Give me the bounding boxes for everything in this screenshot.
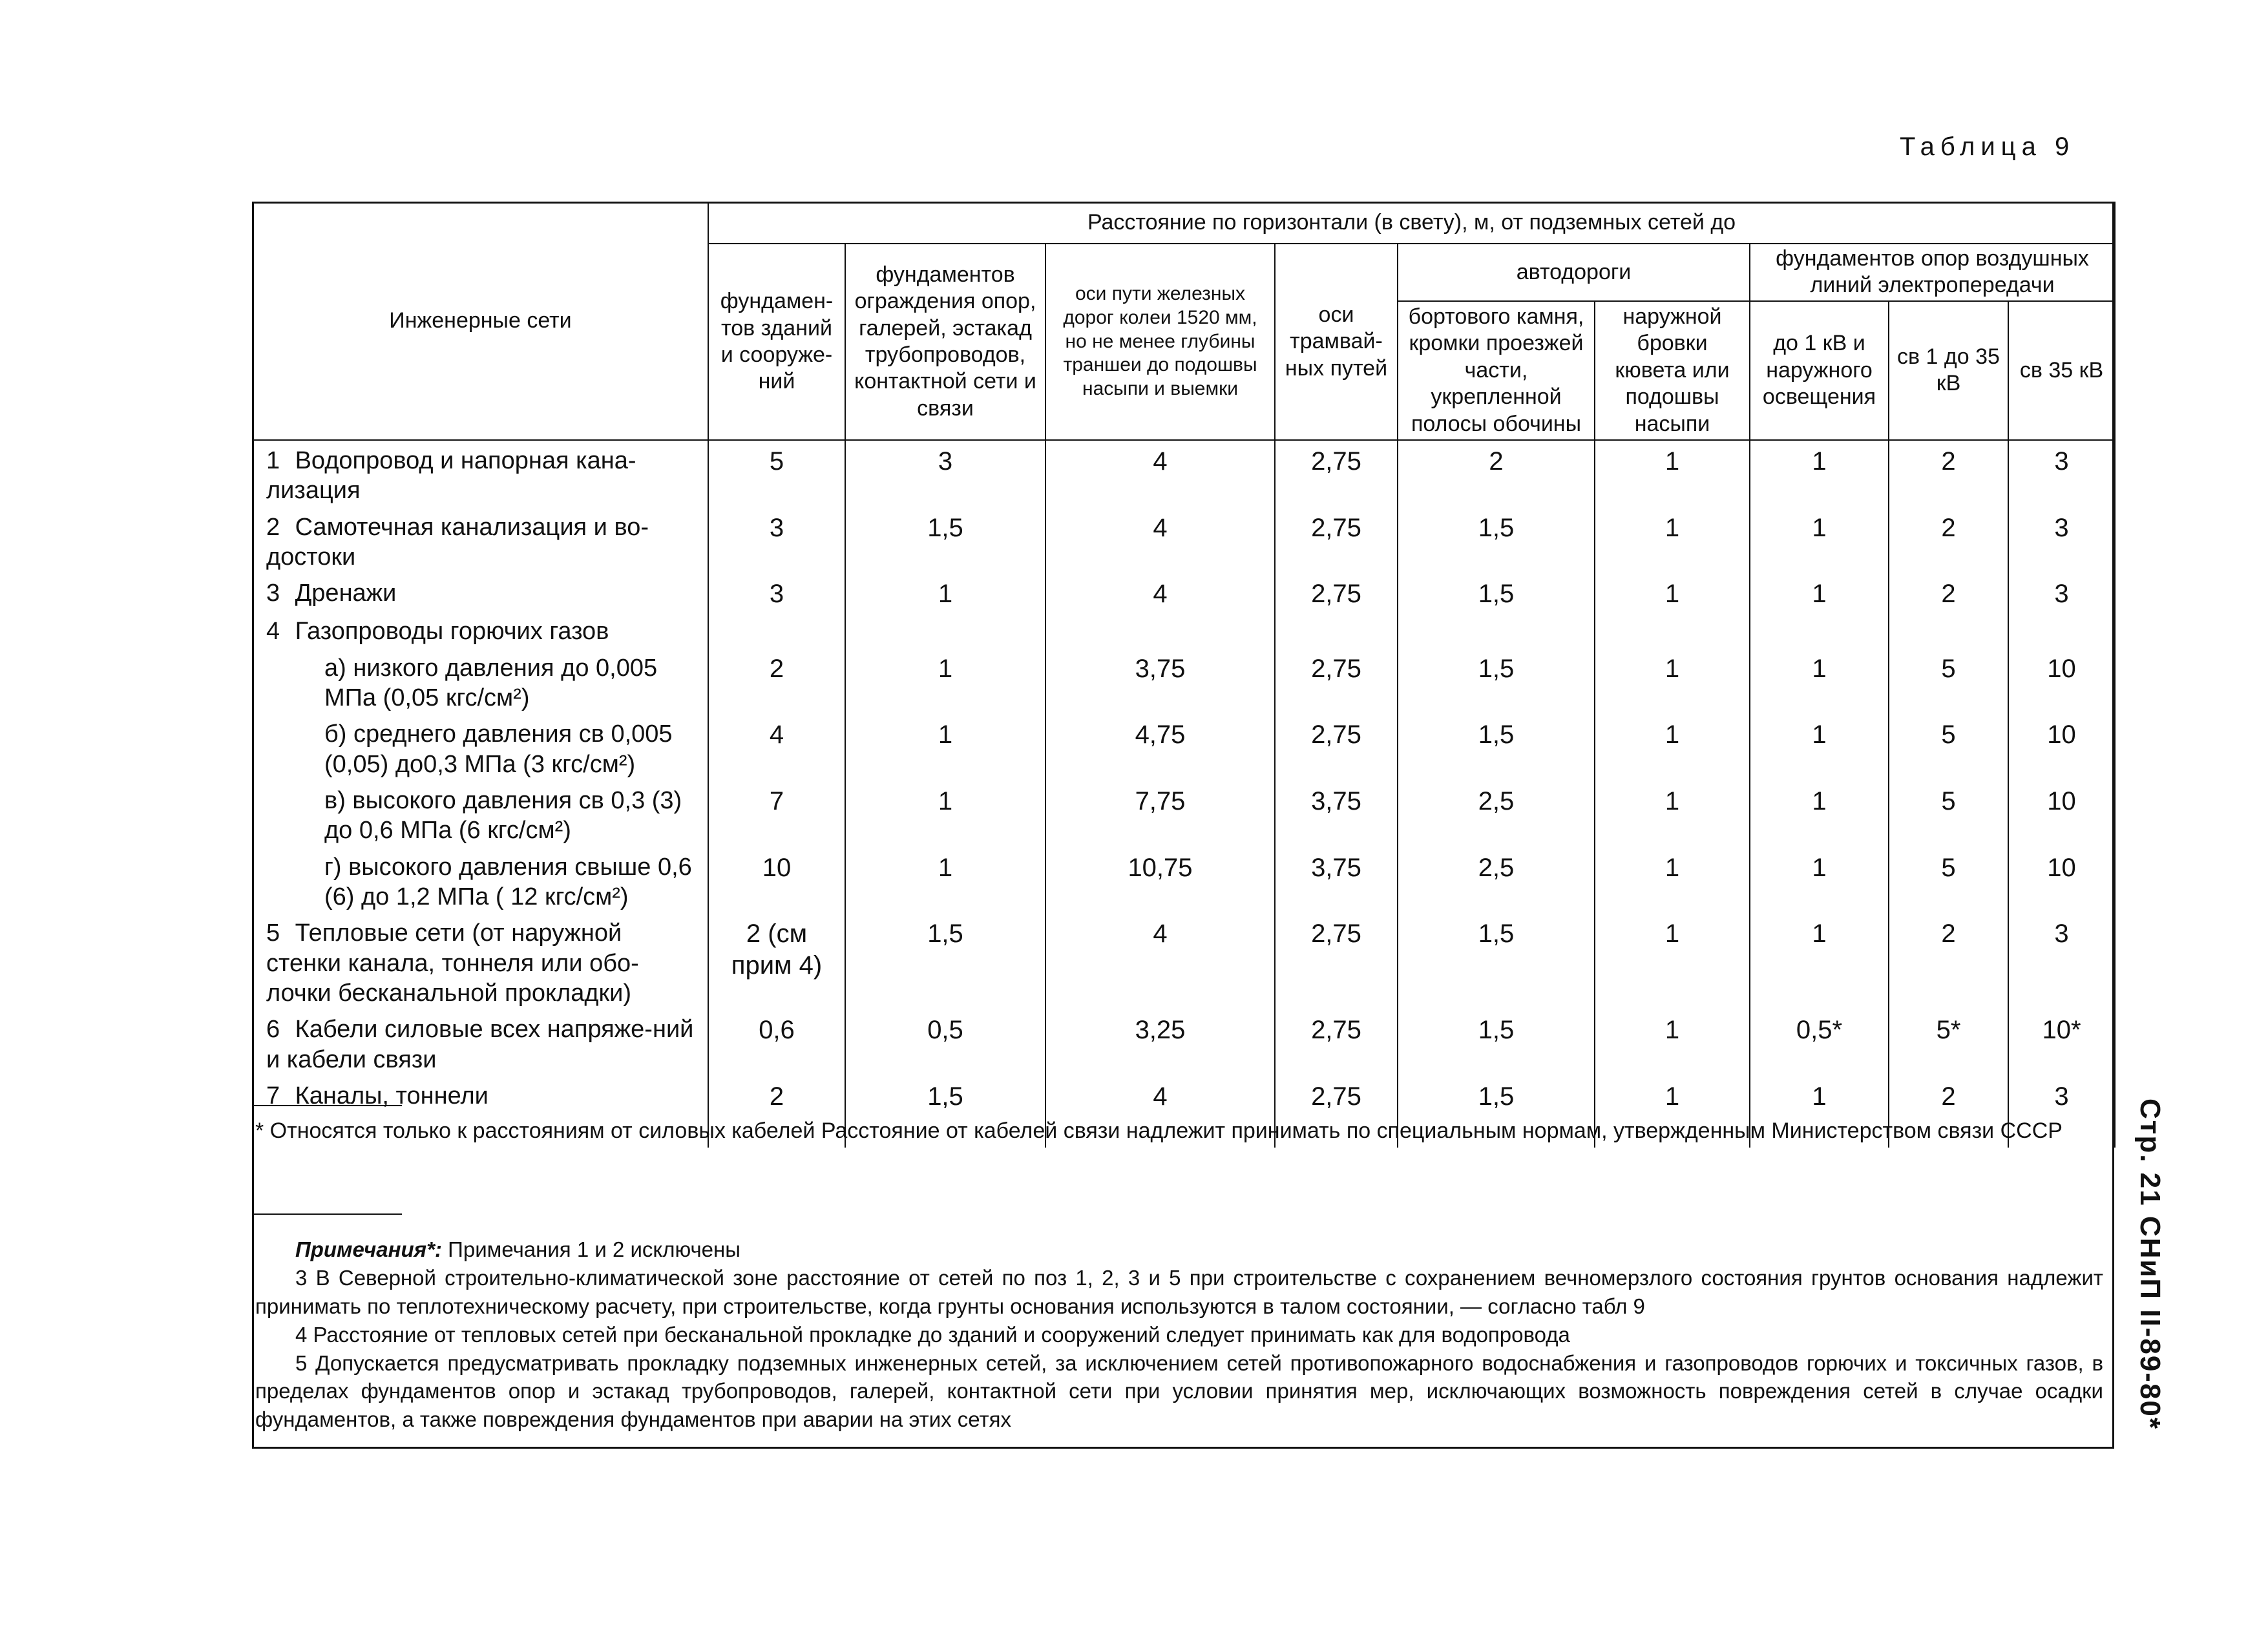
value-cell: 3 <box>708 573 845 611</box>
value-cell: 1 <box>1595 913 1750 1009</box>
value-cell: 1 <box>1750 440 1889 507</box>
row-label: а) низкого давления до 0,005 МПа (0,05 кгс/см²) <box>324 654 658 711</box>
value-cell: 3 <box>2008 1076 2115 1114</box>
row-label: Газопроводы горючих газов <box>295 618 609 646</box>
row-label: Самотечная канализация и во-достоки <box>266 513 649 571</box>
value-cell: 2,5 <box>1398 847 1595 914</box>
footnote: * Относятся только к расстояниям от силовых кабелей Расстояние от кабелей связи надлежит принимать по специальным нормам, утвержденным Министерством связи СССР <box>255 1119 2063 1143</box>
value-cell: 1,5 <box>1398 648 1595 715</box>
note-1: Примечания 1 и 2 исключены <box>448 1237 740 1261</box>
value-cell: 1 <box>1595 507 1750 574</box>
header-tram-axis: оси трамвай-ных путей <box>1275 244 1398 440</box>
row-label: Водопровод и напорная кана-лизация <box>266 446 636 505</box>
value-cell: 1 <box>845 847 1045 914</box>
value-cell: 2,75 <box>1275 1076 1398 1114</box>
value-cell: 1,5 <box>1398 714 1595 781</box>
table-row <box>253 847 2115 914</box>
value-cell: 0,5 <box>845 1009 1045 1076</box>
value-cell: 3 <box>2008 440 2115 507</box>
value-cell <box>708 611 845 647</box>
value-cell: 10 <box>2008 847 2115 914</box>
value-cell: 2 <box>1889 573 2008 611</box>
row-name <box>253 648 708 715</box>
value-cell: 1 <box>1595 440 1750 507</box>
value-cell <box>1595 611 1750 647</box>
value-cell: 2,75 <box>1275 440 1398 507</box>
table-row <box>253 507 2115 574</box>
table-row <box>253 1076 2115 1114</box>
row-name <box>253 781 708 847</box>
note-3: 3 В Северной строительно-климатической зоне расстояние от сетей по поз 1, 2, 3 и 5 при строительстве с сохранением вечномерзлого состояния грунтов основания надлежит принимать по теплотехническому расчету, при строительстве, когда грунты основания используются в талом состоянии, — согласно табл 9 <box>255 1265 2103 1318</box>
row-number: 6 <box>266 1016 280 1044</box>
header-power-1-35kv: св 1 до 35 кВ <box>1889 301 2008 440</box>
value-cell: 10 <box>2008 714 2115 781</box>
row-number: 5 <box>266 919 280 947</box>
header-distance-group: Расстояние по горизонтали (в свету), м, от подземных сетей до <box>708 202 2115 244</box>
value-cell: 2 <box>1889 1076 2008 1114</box>
value-cell: 1 <box>1750 1076 1889 1114</box>
value-cell: 2 <box>1398 440 1595 507</box>
value-cell: 1 <box>1750 847 1889 914</box>
value-cell: 4 <box>1045 507 1275 574</box>
value-cell: 1 <box>1750 714 1889 781</box>
value-cell: 4 <box>708 714 845 781</box>
table-row <box>253 440 2115 507</box>
value-cell: 7 <box>708 781 845 847</box>
value-cell: 1 <box>1595 573 1750 611</box>
value-cell: 5* <box>1889 1009 2008 1076</box>
row-number: 4 <box>266 618 280 646</box>
value-cell: 3 <box>2008 573 2115 611</box>
value-cell: 1,5 <box>845 1076 1045 1114</box>
row-name <box>253 507 708 574</box>
value-cell: 3 <box>708 507 845 574</box>
value-cell: 3 <box>2008 507 2115 574</box>
header-engineering-networks: Инженерные сети <box>253 202 708 440</box>
footnote-separator <box>253 1105 402 1106</box>
value-cell: 1 <box>1750 781 1889 847</box>
row-label: б) среднего давления св 0,005 (0,05) до0,3 МПа (3 кгс/см²) <box>324 720 673 778</box>
notes-block <box>255 1235 2103 1434</box>
value-cell <box>1398 611 1595 647</box>
value-cell: 1 <box>1595 847 1750 914</box>
row-label: Кабели силовые всех напряже-ний и кабели связи <box>266 1016 694 1073</box>
value-cell: 1,5 <box>845 507 1045 574</box>
value-cell: 2,75 <box>1275 573 1398 611</box>
value-cell: 10 <box>2008 781 2115 847</box>
value-cell: 1 <box>1750 507 1889 574</box>
value-cell: 1 <box>1595 1076 1750 1114</box>
value-cell: 1 <box>845 781 1045 847</box>
value-cell: 2,75 <box>1275 648 1398 715</box>
value-cell: 0,5* <box>1750 1009 1889 1076</box>
value-cell: 5 <box>1889 847 2008 914</box>
value-cell: 2,5 <box>1398 781 1595 847</box>
value-cell: 2 <box>1889 913 2008 1009</box>
note-5: 5 Допускается предусматривать прокладку подземных инженерных сетей, за исключением сетей противопожарного водоснабжения и газопроводов горючих и токсичных газов, в пределах фундаментов опор и эстакад трубопроводов, галерей, контактной сети при условии принятия мер, исключающих возможность повреждения сетей в случае осадки фундаментов, а также повреждения фундаментов при аварии на этих сетях <box>255 1350 2103 1432</box>
value-cell: 10 <box>708 847 845 914</box>
row-number: 2 <box>266 513 280 541</box>
value-cell: 5 <box>1889 714 2008 781</box>
table-label: Таблица 9 <box>1900 132 2075 161</box>
row-name <box>253 714 708 781</box>
value-cell: 5 <box>1889 781 2008 847</box>
value-cell <box>2008 611 2115 647</box>
value-cell: 1 <box>1750 913 1889 1009</box>
row-label: Каналы, тоннели <box>295 1082 488 1110</box>
value-cell: 2,75 <box>1275 1009 1398 1076</box>
value-cell <box>1750 611 1889 647</box>
value-cell: 2 <box>1889 440 2008 507</box>
value-cell: 1 <box>1595 714 1750 781</box>
table-row <box>253 714 2115 781</box>
row-label: Дренажи <box>295 580 397 607</box>
row-number: 1 <box>266 446 280 474</box>
row-label: Тепловые сети (от наружной стенки канала, тоннеля или обо-лочки бесканальной прокладки) <box>266 919 639 1007</box>
value-cell: 5 <box>1889 648 2008 715</box>
value-cell: 1 <box>1595 1009 1750 1076</box>
value-cell: 10,75 <box>1045 847 1275 914</box>
value-cell: 1,5 <box>1398 507 1595 574</box>
value-cell <box>1045 611 1275 647</box>
value-cell <box>1275 611 1398 647</box>
row-name <box>253 1076 708 1114</box>
row-name <box>253 440 708 507</box>
value-cell: 7,75 <box>1045 781 1275 847</box>
value-cell: 10* <box>2008 1009 2115 1076</box>
value-cell: 1,5 <box>1398 1009 1595 1076</box>
row-label: в) высокого давления св 0,3 (3) до 0,6 МПа (6 кгс/см²) <box>324 786 682 845</box>
value-cell: 2 <box>708 648 845 715</box>
header-building-foundations: фундамен-тов зданий и сооруже-ний <box>708 244 845 440</box>
header-power-line-supports: фундаментов опор воздушных линий электропередачи <box>1750 244 2115 301</box>
notes-separator <box>253 1213 402 1215</box>
header-railway-axis: оси пути железных дорог колеи 1520 мм, но не менее глубины траншеи до подошвы насыпи и выемки <box>1045 244 1275 440</box>
value-cell <box>845 611 1045 647</box>
value-cell: 4 <box>1045 573 1275 611</box>
value-cell: 3,75 <box>1045 648 1275 715</box>
row-name <box>253 573 708 611</box>
value-cell: 1,5 <box>1398 913 1595 1009</box>
row-name <box>253 913 708 1009</box>
value-cell: 2,75 <box>1275 507 1398 574</box>
table-row <box>253 913 2115 1009</box>
table-row <box>253 1009 2115 1076</box>
value-cell: 3,75 <box>1275 781 1398 847</box>
value-cell: 2 (см прим 4) <box>708 913 845 1009</box>
header-power-over-35kv: св 35 кВ <box>2008 301 2115 440</box>
value-cell: 2 <box>1889 507 2008 574</box>
value-cell: 1,5 <box>1398 573 1595 611</box>
value-cell: 4 <box>1045 913 1275 1009</box>
row-label: г) высокого давления свыше 0,6 (6) до 1,2 МПа ( 12 кгс/см²) <box>324 853 692 911</box>
table-row <box>253 611 2115 647</box>
value-cell: 1 <box>1750 648 1889 715</box>
value-cell: 0,6 <box>708 1009 845 1076</box>
row-number: 7 <box>266 1082 280 1110</box>
table-row <box>253 781 2115 847</box>
value-cell: 1 <box>845 648 1045 715</box>
value-cell: 1 <box>845 714 1045 781</box>
value-cell: 10 <box>2008 648 2115 715</box>
header-road-ditch: наружной бровки кювета или подошвы насыпи <box>1595 301 1750 440</box>
value-cell: 3,25 <box>1045 1009 1275 1076</box>
value-cell: 5 <box>708 440 845 507</box>
value-cell: 1,5 <box>845 913 1045 1009</box>
row-name <box>253 847 708 914</box>
value-cell: 1 <box>1595 648 1750 715</box>
header-fence-foundations: фундаментов ограждения опор, галерей, эстакад трубопроводов, контактной сети и связи <box>845 244 1045 440</box>
row-name <box>253 1009 708 1076</box>
value-cell: 4 <box>1045 440 1275 507</box>
notes-title: Примечания*: <box>295 1237 442 1261</box>
table-row <box>253 573 2115 611</box>
value-cell <box>1889 611 2008 647</box>
value-cell: 3 <box>2008 913 2115 1009</box>
header-road-curb: бортового камня, кромки проезжей части, укрепленной полосы обочины <box>1398 301 1595 440</box>
header-roads: автодороги <box>1398 244 1750 301</box>
value-cell: 1 <box>845 573 1045 611</box>
value-cell: 2,75 <box>1275 714 1398 781</box>
value-cell: 1 <box>1595 781 1750 847</box>
value-cell: 3 <box>845 440 1045 507</box>
note-4: 4 Расстояние от тепловых сетей при бесканальной прокладке до зданий и сооружений следует принимать как для водопровода <box>295 1322 1570 1347</box>
distance-table <box>252 202 2116 1148</box>
value-cell: 3,75 <box>1275 847 1398 914</box>
value-cell: 1 <box>1750 573 1889 611</box>
header-power-up-to-1kv: до 1 кВ и наружного освещения <box>1750 301 1889 440</box>
row-number: 3 <box>266 580 280 607</box>
value-cell: 4,75 <box>1045 714 1275 781</box>
page-side-header: Стр. 21 СНиП II-89-80* <box>2134 1098 2166 1431</box>
table-row <box>253 648 2115 715</box>
row-name <box>253 611 708 647</box>
value-cell: 1,5 <box>1398 1076 1595 1114</box>
value-cell: 4 <box>1045 1076 1275 1114</box>
value-cell: 2,75 <box>1275 913 1398 1009</box>
value-cell: 2 <box>708 1076 845 1114</box>
